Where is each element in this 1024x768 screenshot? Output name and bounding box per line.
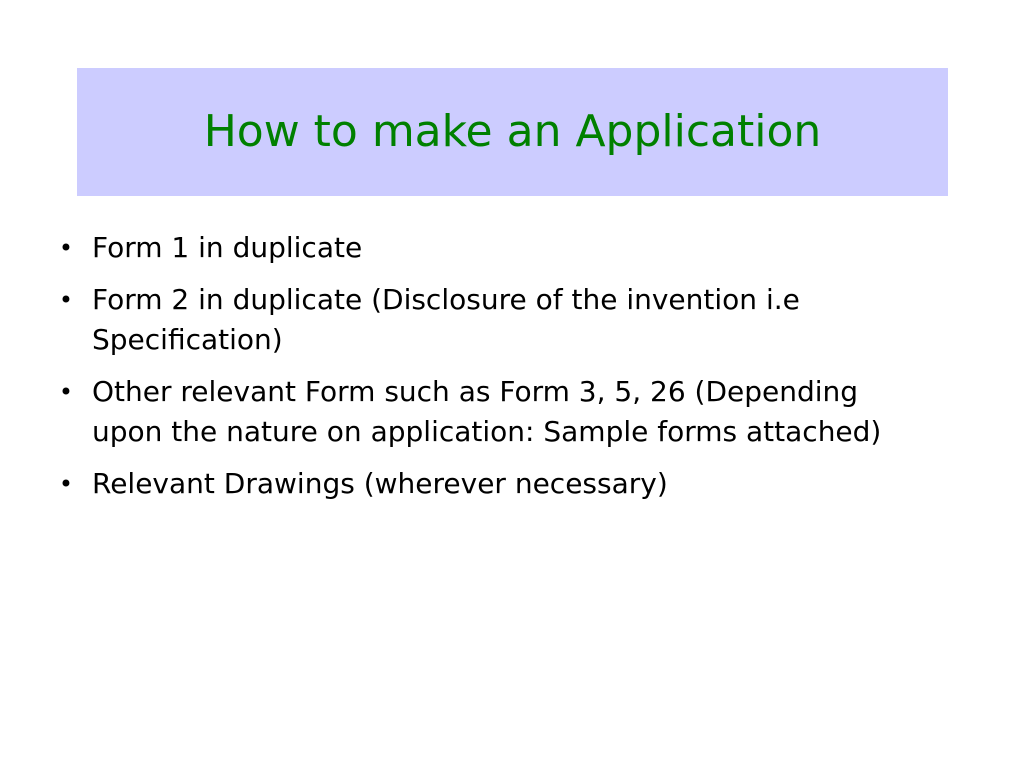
bullet-item-form-1 xyxy=(56,228,936,268)
bullet-list xyxy=(56,228,936,516)
bullet-item-other-forms xyxy=(56,372,936,452)
bullet-text: Other relevant Form such as Form 3, 5, 26 (Depending upon the nature on application: Sample forms attached) xyxy=(92,375,882,448)
bullet-dot-icon: • xyxy=(58,234,74,262)
bullet-text: Relevant Drawings (wherever necessary) xyxy=(92,467,668,500)
title-banner xyxy=(77,68,948,196)
bullet-text: Form 2 in duplicate (Disclosure of the invention i.e Specification) xyxy=(92,283,800,356)
bullet-dot-icon: • xyxy=(58,470,74,498)
bullet-dot-icon: • xyxy=(58,378,74,406)
bullet-item-form-2 xyxy=(56,280,936,360)
bullet-text: Form 1 in duplicate xyxy=(92,231,363,264)
bullet-dot-icon: • xyxy=(58,286,74,314)
slide-title: How to make an Application xyxy=(203,105,822,157)
bullet-item-drawings xyxy=(56,464,936,504)
